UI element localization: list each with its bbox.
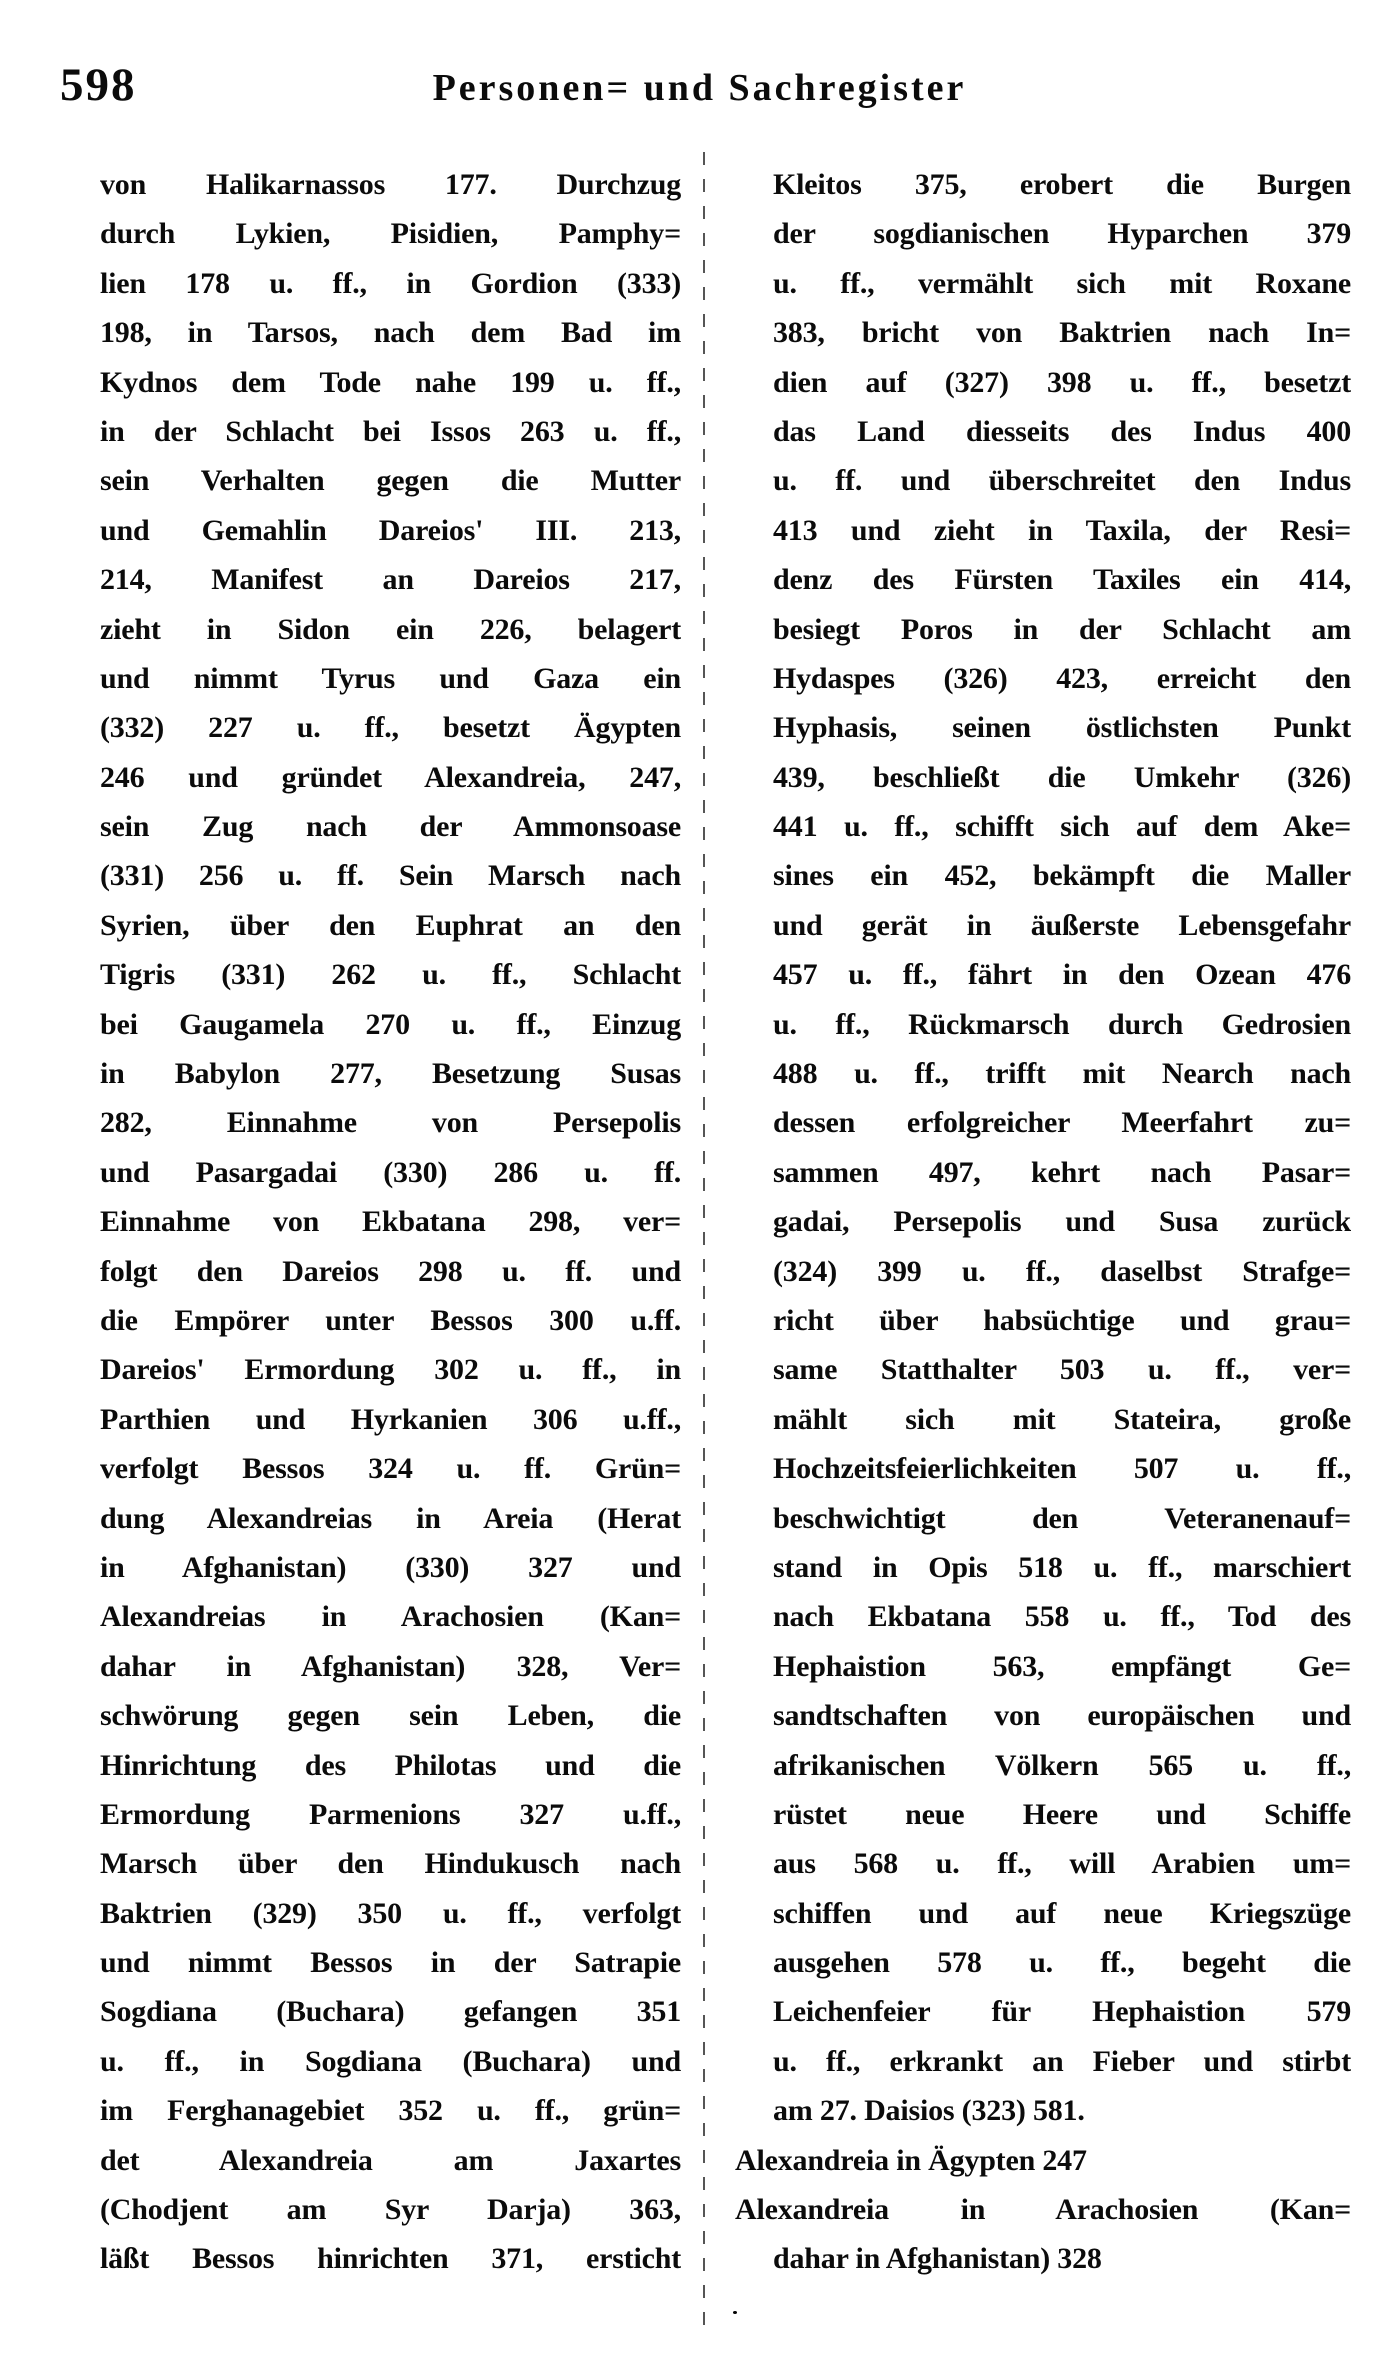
text-line: 413 und zieht in Taxila, der Resi=	[773, 513, 1351, 547]
text-line: (331) 256 u. ff. Sein Marsch nach	[100, 859, 681, 893]
text-line: Einnahme von Ekbatana 298, ver=	[100, 1205, 681, 1239]
text-line: von Halikarnassos 177. Durchzug	[100, 168, 681, 201]
text-line: u. ff., vermählt sich mit Roxane	[773, 266, 1351, 300]
text-line: same Statthalter 503 u. ff., ver=	[773, 1353, 1351, 1387]
text-line: richt über habsüchtige und grau=	[773, 1303, 1351, 1337]
right-column	[735, 160, 1351, 2284]
text-line: Parthien und Hyrkanien 306 u.ff.,	[100, 1402, 681, 1436]
text-line: 488 u. ff., trifft mit Nearch nach	[773, 1057, 1351, 1091]
text-line: Ermordung Parmenions 327 u.ff.,	[100, 1797, 681, 1831]
text-line: 439, beschließt die Umkehr (326)	[773, 760, 1351, 794]
text-line: läßt Bessos hinrichten 371, ersticht	[100, 2242, 681, 2276]
text-line: Hinrichtung des Philotas und die	[100, 1748, 681, 1782]
text-line: 383, bricht von Baktrien nach In=	[773, 316, 1351, 350]
text-line: zieht in Sidon ein 226, belagert	[100, 612, 681, 646]
text-line: in Babylon 277, Besetzung Susas	[100, 1057, 681, 1091]
text-line: Leichenfeier für Hephaistion 579	[773, 1995, 1351, 2029]
text-line: besiegt Poros in der Schlacht am	[773, 612, 1351, 646]
text-line: stand in Opis 518 u. ff., marschiert	[773, 1550, 1351, 1584]
text-line: u. ff., in Sogdiana (Buchara) und	[100, 2044, 681, 2078]
page-header-title: Personen= und Sachregister	[432, 67, 967, 109]
text-line: Kydnos dem Tode nahe 199 u. ff.,	[100, 365, 681, 399]
text-line: Hyphasis, seinen östlichsten Punkt	[773, 711, 1351, 745]
text-line: die Empörer unter Bessos 300 u.ff.	[100, 1303, 681, 1337]
text-line: det Alexandreia am Jaxartes	[100, 2143, 681, 2177]
text-line: sandtschaften von europäischen und	[773, 1699, 1351, 1733]
text-line: 457 u. ff., fährt in den Ozean 476	[773, 958, 1351, 992]
text-line: ausgehen 578 u. ff., begeht die	[773, 1946, 1351, 1980]
text-line: (Chodjent am Syr Darja) 363,	[100, 2193, 681, 2227]
text-line: denz des Fürsten Taxiles ein 414,	[773, 563, 1351, 597]
text-line: rüstet neue Heere und Schiffe	[773, 1797, 1351, 1831]
text-line: Hephaistion 563, empfängt Ge=	[773, 1649, 1351, 1683]
text-line: Hydaspes (326) 423, erreicht den	[773, 661, 1351, 695]
text-line: 441 u. ff., schifft sich auf dem Ake=	[773, 810, 1351, 844]
text-line: aus 568 u. ff., will Arabien um=	[773, 1847, 1351, 1881]
text-line: bei Gaugamela 270 u. ff., Einzug	[100, 1007, 681, 1041]
column-divider-rule	[703, 152, 705, 2338]
text-line: u. ff. und überschreitet den Indus	[773, 464, 1351, 498]
page-number: 598	[60, 59, 137, 111]
text-line: Syrien, über den Euphrat an den	[100, 908, 681, 942]
left-column	[100, 160, 681, 2284]
text-line: am 27. Daisios (323) 581.	[773, 2094, 1085, 2128]
text-line: Alexandreia in Ägypten 247	[735, 2143, 1087, 2177]
text-line: sein Zug nach der Ammonsoase	[100, 810, 681, 844]
text-line: sines ein 452, bekämpft die Maller	[773, 859, 1351, 893]
text-line: verfolgt Bessos 324 u. ff. Grün=	[100, 1452, 681, 1486]
text-line: afrikanischen Völkern 565 u. ff.,	[773, 1748, 1351, 1782]
text-line: 198, in Tarsos, nach dem Bad im	[100, 316, 681, 350]
text-line: der sogdianischen Hyparchen 379	[773, 217, 1351, 251]
text-line: u. ff., erkrankt an Fieber und stirbt	[773, 2044, 1351, 2078]
text-line: 214, Manifest an Dareios 217,	[100, 563, 681, 597]
text-line: u. ff., Rückmarsch durch Gedrosien	[773, 1007, 1351, 1041]
text-line: nach Ekbatana 558 u. ff., Tod des	[773, 1600, 1351, 1634]
text-line: gadai, Persepolis und Susa zurück	[773, 1205, 1351, 1239]
text-line: das Land diesseits des Indus 400	[773, 414, 1351, 448]
text-line: sein Verhalten gegen die Mutter	[100, 464, 681, 498]
text-line: folgt den Dareios 298 u. ff. und	[100, 1254, 681, 1288]
text-line: Dareios' Ermordung 302 u. ff., in	[100, 1353, 681, 1387]
ink-speck	[733, 2311, 737, 2314]
text-line: in der Schlacht bei Issos 263 u. ff.,	[100, 414, 681, 448]
text-line: in Afghanistan) (330) 327 und	[100, 1550, 681, 1584]
text-line: beschwichtigt den Veteranenauf=	[773, 1501, 1351, 1535]
text-line: Alexandreia in Arachosien (Kan=	[735, 2193, 1351, 2227]
text-line: und Gemahlin Dareios' III. 213,	[100, 513, 681, 547]
text-line: und nimmt Tyrus und Gaza ein	[100, 661, 681, 695]
text-line: schwörung gegen sein Leben, die	[100, 1699, 681, 1733]
text-line: Baktrien (329) 350 u. ff., verfolgt	[100, 1896, 681, 1930]
text-line: Tigris (331) 262 u. ff., Schlacht	[100, 958, 681, 992]
text-line: dahar in Afghanistan) 328, Ver=	[100, 1649, 681, 1683]
text-line: im Ferghanagebiet 352 u. ff., grün=	[100, 2094, 681, 2128]
text-line: dung Alexandreias in Areia (Herat	[100, 1501, 681, 1535]
text-line: Sogdiana (Buchara) gefangen 351	[100, 1995, 681, 2029]
text-line: 282, Einnahme von Persepolis	[100, 1106, 681, 1140]
text-line: und Pasargadai (330) 286 u. ff.	[100, 1155, 681, 1189]
text-line: Kleitos 375, erobert die Burgen	[773, 168, 1351, 201]
text-line: lien 178 u. ff., in Gordion (333)	[100, 266, 681, 300]
text-line: Hochzeitsfeierlichkeiten 507 u. ff.,	[773, 1452, 1351, 1486]
text-line: und nimmt Bessos in der Satrapie	[100, 1946, 681, 1980]
text-line: sammen 497, kehrt nach Pasar=	[773, 1155, 1351, 1189]
text-line: Alexandreias in Arachosien (Kan=	[100, 1600, 681, 1634]
text-line: (332) 227 u. ff., besetzt Ägypten	[100, 711, 681, 745]
text-line: dien auf (327) 398 u. ff., besetzt	[773, 365, 1351, 399]
text-line: durch Lykien, Pisidien, Pamphy=	[100, 217, 681, 251]
text-line: und gerät in äußerste Lebensgefahr	[773, 908, 1351, 942]
text-line: dahar in Afghanistan) 328	[773, 2242, 1102, 2276]
text-line: 246 und gründet Alexandreia, 247,	[100, 760, 681, 794]
text-line: dessen erfolgreicher Meerfahrt zu=	[773, 1106, 1351, 1140]
text-line: (324) 399 u. ff., daselbst Strafge=	[773, 1254, 1351, 1288]
text-line: Marsch über den Hindukusch nach	[100, 1847, 681, 1881]
text-line: schiffen und auf neue Kriegszüge	[773, 1896, 1351, 1930]
text-line: mählt sich mit Stateira, große	[773, 1402, 1351, 1436]
